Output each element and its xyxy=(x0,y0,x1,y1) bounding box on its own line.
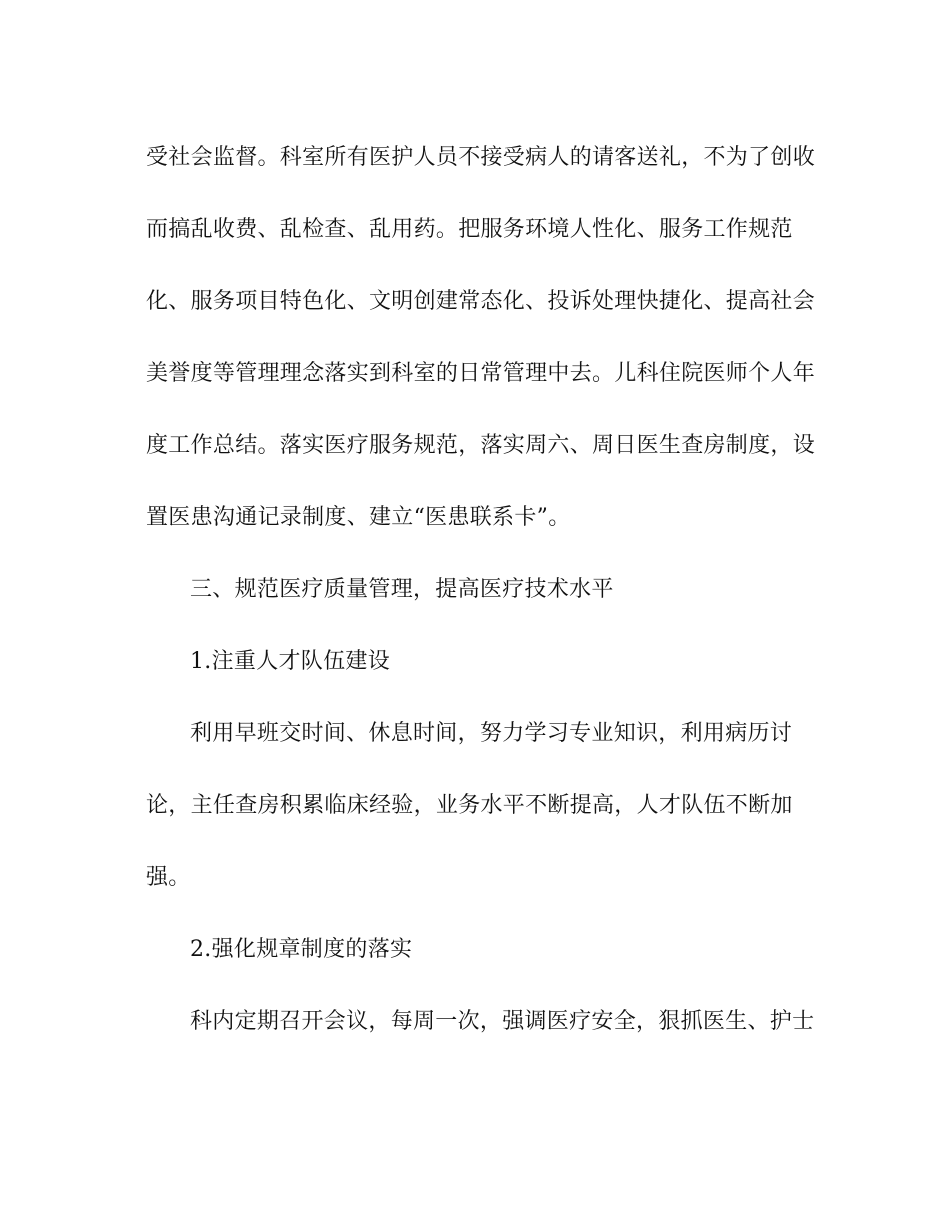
paragraph-line: 受社会监督。科室所有医护人员不接受病人的请客送礼，不为了创收 xyxy=(146,145,816,170)
section-heading: 三、规范医疗质量管理，提高医疗技术水平 xyxy=(190,577,614,602)
subsection-heading: 1.注重人才队伍建设 xyxy=(190,649,390,674)
subsection-heading: 2.强化规章制度的落实 xyxy=(190,937,413,962)
paragraph-line: 科内定期召开会议，每周一次，强调医疗安全，狠抓医生、护士 xyxy=(190,1009,815,1034)
paragraph-line: 置医患沟通记录制度、建立“医患联系卡”。 xyxy=(146,505,571,530)
paragraph-line: 而搞乱收费、乱检查、乱用药。把服务环境人性化、服务工作规范 xyxy=(146,217,793,242)
paragraph-line: 度工作总结。落实医疗服务规范，落实周六、周日医生查房制度，设 xyxy=(146,433,816,458)
paragraph-line: 美誉度等管理理念落实到科室的日常管理中去。儿科住院医师个人年 xyxy=(146,361,816,386)
paragraph-line: 利用早班交时间、休息时间，努力学习专业知识，利用病历讨 xyxy=(190,721,793,746)
paragraph-line: 化、服务项目特色化、文明创建常态化、投诉处理快捷化、提高社会 xyxy=(146,289,816,314)
paragraph-line: 论，主任查房积累临床经验，业务水平不断提高，人才队伍不断加 xyxy=(146,793,793,818)
paragraph-line: 强。 xyxy=(146,865,191,890)
